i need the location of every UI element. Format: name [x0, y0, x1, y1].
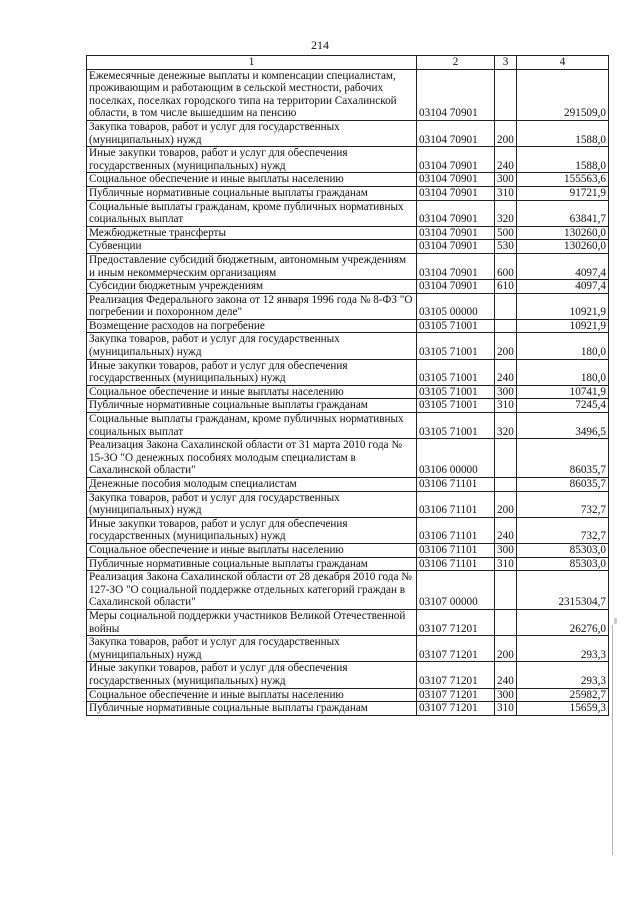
- row-code: 03105 71001: [417, 319, 495, 333]
- row-code: 03105 71001: [417, 385, 495, 399]
- row-code: 03104 70901: [417, 226, 495, 240]
- row-code: 03104 70901: [417, 240, 495, 254]
- row-code: 03107 71201: [417, 702, 495, 716]
- row-type: 600: [495, 253, 517, 279]
- row-type: 530: [495, 240, 517, 254]
- row-amount: 291509,0: [517, 69, 609, 120]
- row-name: Возмещение расходов на погребение: [87, 319, 417, 333]
- row-code: 03104 70901: [417, 253, 495, 279]
- row-amount: 63841,7: [517, 200, 609, 226]
- table-row: [87, 399, 609, 413]
- row-name: Иные закупки товаров, работ и услуг для обеспечения государственных (муниципальных) нужд: [87, 147, 417, 173]
- row-amount: 26276,0: [517, 609, 609, 635]
- table-row: [87, 253, 609, 279]
- row-name: Субсидии бюджетным учреждениям: [87, 280, 417, 294]
- row-name: Публичные нормативные социальные выплаты гражданам: [87, 702, 417, 716]
- row-type: [495, 571, 517, 610]
- table-row: [87, 69, 609, 120]
- row-name: Субвенции: [87, 240, 417, 254]
- row-amount: 3496,5: [517, 413, 609, 439]
- table-row: [87, 702, 609, 716]
- table-row: [87, 609, 609, 635]
- table-row: [87, 333, 609, 359]
- table-row: [87, 385, 609, 399]
- row-amount: 732,7: [517, 517, 609, 543]
- row-type: 310: [495, 186, 517, 200]
- row-amount: 732,7: [517, 491, 609, 517]
- table-row: [87, 543, 609, 557]
- row-code: 03107 71201: [417, 662, 495, 688]
- row-type: [495, 319, 517, 333]
- page-number: 214: [311, 38, 329, 52]
- row-amount: 1588,0: [517, 120, 609, 146]
- row-amount: 25982,7: [517, 688, 609, 702]
- row-name: Социальные выплаты гражданам, кроме публичных нормативных социальных выплат: [87, 413, 417, 439]
- row-code: 03107 71201: [417, 688, 495, 702]
- row-name: Социальное обеспечение и иные выплаты населению: [87, 543, 417, 557]
- row-code: 03106 71101: [417, 478, 495, 492]
- row-type: 200: [495, 120, 517, 146]
- table-row: [87, 662, 609, 688]
- scan-artifact-dot: [614, 618, 617, 624]
- row-type: 310: [495, 702, 517, 716]
- row-name: Реализация Закона Сахалинской области от 28 декабря 2010 года № 127-ЗО "О социальной поддержке отдельных категорий граждан в Сахалинской области": [87, 571, 417, 610]
- row-amount: 7245,4: [517, 399, 609, 413]
- row-type: 320: [495, 200, 517, 226]
- row-type: 200: [495, 491, 517, 517]
- row-name: Иные закупки товаров, работ и услуг для обеспечения государственных (муниципальных) нужд: [87, 359, 417, 385]
- table-body: [87, 69, 609, 715]
- row-amount: 86035,7: [517, 478, 609, 492]
- row-amount: 293,3: [517, 636, 609, 662]
- row-amount: 155563,6: [517, 173, 609, 187]
- row-code: 03107 00000: [417, 571, 495, 610]
- row-type: [495, 609, 517, 635]
- row-amount: 15659,3: [517, 702, 609, 716]
- row-code: 03107 71201: [417, 609, 495, 635]
- scan-artifact-line: [612, 625, 613, 855]
- table-row: [87, 226, 609, 240]
- row-amount: 180,0: [517, 333, 609, 359]
- table-row: [87, 571, 609, 610]
- row-type: 300: [495, 688, 517, 702]
- row-name: Иные закупки товаров, работ и услуг для обеспечения государственных (муниципальных) нужд: [87, 517, 417, 543]
- row-amount: 10741,9: [517, 385, 609, 399]
- table-row: [87, 359, 609, 385]
- row-type: 500: [495, 226, 517, 240]
- row-code: 03105 00000: [417, 293, 495, 319]
- row-name: Реализация Федерального закона от 12 января 1996 года № 8-ФЗ "О погребении и похоронном деле": [87, 293, 417, 319]
- table-row: [87, 293, 609, 319]
- row-type: 200: [495, 636, 517, 662]
- row-type: 240: [495, 147, 517, 173]
- table-row: [87, 491, 609, 517]
- row-type: 300: [495, 173, 517, 187]
- row-type: [495, 439, 517, 478]
- row-code: 03105 71001: [417, 413, 495, 439]
- row-name: Денежные пособия молодым специалистам: [87, 478, 417, 492]
- column-header-4: 4: [517, 56, 609, 70]
- row-type: 300: [495, 385, 517, 399]
- row-name: Ежемесячные денежные выплаты и компенсации специалистам, проживающим и работающим в сельской местности, рабочих поселках, поселках городского типа на территории Сахалинской области, в том числе вышедшим на пенсию: [87, 69, 417, 120]
- row-type: [495, 69, 517, 120]
- budget-table: [86, 55, 609, 716]
- table-row: [87, 517, 609, 543]
- row-name: Реализация Закона Сахалинской области от 31 марта 2010 года № 15-ЗО "О денежных пособиях молодым специалистам в Сахалинской области": [87, 439, 417, 478]
- row-name: Межбюджетные трансферты: [87, 226, 417, 240]
- table-row: [87, 319, 609, 333]
- row-code: 03106 71101: [417, 491, 495, 517]
- row-code: 03106 71101: [417, 557, 495, 571]
- table-row: [87, 280, 609, 294]
- table-row: [87, 120, 609, 146]
- row-name: Социальные выплаты гражданам, кроме публичных нормативных социальных выплат: [87, 200, 417, 226]
- row-amount: 10921,9: [517, 293, 609, 319]
- row-code: 03104 70901: [417, 173, 495, 187]
- row-amount: 130260,0: [517, 240, 609, 254]
- row-amount: 293,3: [517, 662, 609, 688]
- row-amount: 130260,0: [517, 226, 609, 240]
- row-name: Закупка товаров, работ и услуг для государственных (муниципальных) нужд: [87, 491, 417, 517]
- row-type: 310: [495, 557, 517, 571]
- row-name: Иные закупки товаров, работ и услуг для обеспечения государственных (муниципальных) нужд: [87, 662, 417, 688]
- row-type: [495, 478, 517, 492]
- row-amount: 2315304,7: [517, 571, 609, 610]
- row-code: 03104 70901: [417, 186, 495, 200]
- row-name: Публичные нормативные социальные выплаты гражданам: [87, 186, 417, 200]
- row-type: 320: [495, 413, 517, 439]
- row-amount: 91721,9: [517, 186, 609, 200]
- row-code: 03104 70901: [417, 280, 495, 294]
- row-name: Предоставление субсидий бюджетным, автономным учреждениям и иным некоммерческим организациям: [87, 253, 417, 279]
- row-type: 610: [495, 280, 517, 294]
- row-code: 03106 00000: [417, 439, 495, 478]
- row-amount: 10921,9: [517, 319, 609, 333]
- table-row: [87, 636, 609, 662]
- row-name: Публичные нормативные социальные выплаты гражданам: [87, 557, 417, 571]
- row-name: Закупка товаров, работ и услуг для государственных (муниципальных) нужд: [87, 636, 417, 662]
- table-row: [87, 478, 609, 492]
- table-row: [87, 688, 609, 702]
- column-header-1: 1: [87, 56, 417, 70]
- row-type: [495, 293, 517, 319]
- column-header-2: 2: [417, 56, 495, 70]
- row-type: 240: [495, 662, 517, 688]
- table-row: [87, 147, 609, 173]
- row-amount: 1588,0: [517, 147, 609, 173]
- row-name: Меры социальной поддержки участников Великой Отечественной войны: [87, 609, 417, 635]
- row-name: Социальное обеспечение и иные выплаты населению: [87, 688, 417, 702]
- row-code: 03106 71101: [417, 517, 495, 543]
- row-amount: 4097,4: [517, 253, 609, 279]
- row-type: 200: [495, 333, 517, 359]
- row-name: Публичные нормативные социальные выплаты гражданам: [87, 399, 417, 413]
- row-amount: 85303,0: [517, 543, 609, 557]
- row-code: 03104 70901: [417, 200, 495, 226]
- row-code: 03105 71001: [417, 359, 495, 385]
- row-amount: 4097,4: [517, 280, 609, 294]
- row-code: 03104 70901: [417, 120, 495, 146]
- row-code: 03105 71001: [417, 333, 495, 359]
- row-type: 240: [495, 359, 517, 385]
- table-row: [87, 557, 609, 571]
- row-type: 300: [495, 543, 517, 557]
- row-amount: 180,0: [517, 359, 609, 385]
- table-row: [87, 439, 609, 478]
- row-type: 240: [495, 517, 517, 543]
- row-code: 03104 70901: [417, 69, 495, 120]
- row-code: 03104 70901: [417, 147, 495, 173]
- row-code: 03105 71001: [417, 399, 495, 413]
- table-row: [87, 240, 609, 254]
- column-header-3: 3: [495, 56, 517, 70]
- row-amount: 86035,7: [517, 439, 609, 478]
- table-row: [87, 186, 609, 200]
- row-code: 03106 71101: [417, 543, 495, 557]
- table-row: [87, 173, 609, 187]
- table-row: [87, 413, 609, 439]
- row-type: 310: [495, 399, 517, 413]
- row-name: Закупка товаров, работ и услуг для государственных (муниципальных) нужд: [87, 120, 417, 146]
- row-name: Закупка товаров, работ и услуг для государственных (муниципальных) нужд: [87, 333, 417, 359]
- row-code: 03107 71201: [417, 636, 495, 662]
- row-name: Социальное обеспечение и иные выплаты населению: [87, 385, 417, 399]
- row-name: Социальное обеспечение и иные выплаты населению: [87, 173, 417, 187]
- table-row: [87, 200, 609, 226]
- row-amount: 85303,0: [517, 557, 609, 571]
- header-row: [87, 56, 609, 70]
